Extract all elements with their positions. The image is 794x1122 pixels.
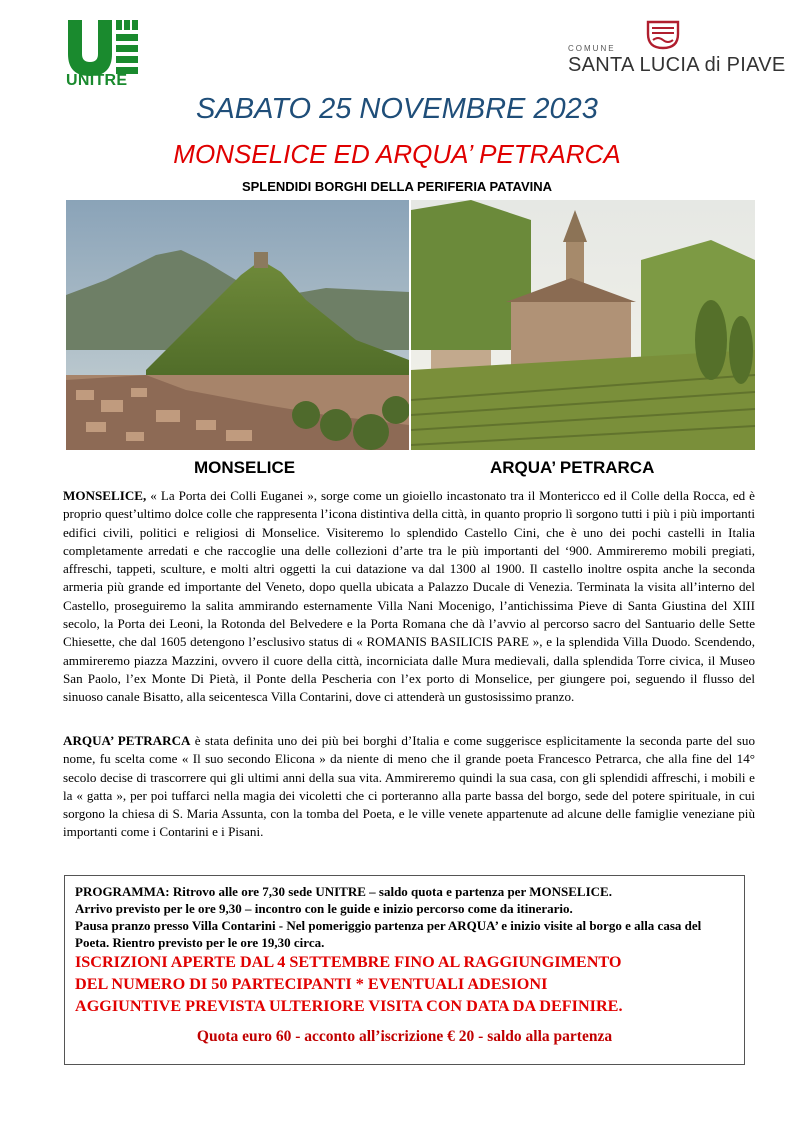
registration-line-1: ISCRIZIONI APERTE DAL 4 SETTEMBRE FINO AL RAGGIUNGIMENTO xyxy=(75,953,622,971)
price-line: Quota euro 60 - acconto all’iscrizione € 20 - saldo alla partenza xyxy=(196,1028,613,1045)
arqua-petrarca-photo xyxy=(411,200,755,450)
unitre-logo-text: UNITRE xyxy=(66,72,128,89)
event-subtitle: SPLENDIDI BORGHI DELLA PERIFERIA PATAVINA xyxy=(241,179,553,194)
event-main-title: MONSELICE ED ARQUA’ PETRARCA xyxy=(173,139,621,169)
paragraph-arqua xyxy=(63,732,755,842)
comune-label: COMUNE xyxy=(568,44,616,53)
monselice-photo xyxy=(66,200,409,450)
registration-line-2: DEL NUMERO DI 50 PARTECIPANTI * EVENTUALI ADESIONI xyxy=(75,975,548,993)
program-line-1: PROGRAMMA: Ritrovo alle ore 7,30 sede UNITRE – saldo quota e partenza per MONSELICE. xyxy=(75,884,612,899)
paragraph-arqua-lead: ARQUA’ PETRARCA xyxy=(63,733,191,748)
paragraph-arqua-text: è stata definita uno dei più bei borghi d’Italia e come suggerisce esplicitamente la seconda parte del suo nome, fu scelta come « Il suo secondo Elicona » da niente di meno che il grande poeta Francesco Petrarca, che alla fine del 14° secolo decise di trascorrere qui gli ultimi anni della sua vita. Ammireremo quindi la sua casa, con gli splendidi affreschi, i mobili e la « gatta », per poi tuffarci nella magia dei vicoletti che ci porteranno alla parte bassa del borgo, sede del potere spirituale, in cui sorgono la chiesa di S. Maria Assunta, con la tomba del Poeta, e le ville venete appartenute ad alcune delle famiglie veneziane più importanti come i Contarini e i Pisani. xyxy=(63,733,755,840)
caption-monselice: MONSELICE xyxy=(194,458,296,477)
program-box xyxy=(64,875,745,1065)
comune-emblem-icon xyxy=(646,20,680,50)
paragraph-monselice-lead: MONSELICE, xyxy=(63,488,147,503)
caption-arqua-petrarca: ARQUA’ PETRARCA xyxy=(490,458,655,477)
program-line-3: Pausa pranzo presso Villa Contarini - Nel pomeriggio partenza per ARQUA’ e inizio visite al borgo e alla casa del Poeta. Rientro previsto per le ore 19,30 circa. xyxy=(75,918,702,950)
program-line-2: Arrivo previsto per le ore 9,30 – incontro con le guide e inizio percorso come da itinerario. xyxy=(75,901,573,916)
paragraph-monselice-text: « La Porta dei Colli Euganei », sorge come un gioiello incastonato tra il Montericco ed il Colle della Rocca, ed è proprio quest’ultimo dolce colle che rappresenta l’icona distintiva della città, in quanto proprio lì sorgono tutti i più i più importanti edifici civili, politici e religiosi di Monselice. Visiteremo lo splendido Castello Cini, che è uno dei pochi castelli in Italia completamente arredati e che raccoglie una delle collezioni d’arte tra le più importanti del ‘900. Ammireremo mobili pregiati, affreschi, tappeti, sculture, e molti altri oggetti la cui datazione va dal 1300 al 1900. Il castello inoltre ospita anche la seconda armeria più grande ed importante del Veneto, dopo quella ubicata a Palazzo Ducale di Venezia. Terminata la visita all’interno del Castello, proseguiremo la salita ammirando esternamente Villa Nani Mocenigo, l’antichissima Pieve di Santa Giustina del XIII secolo, la Porta dei Leoni, la Rotonda del Belvedere e la Porta Romana che dà l’avvio al percorso sacro del Santuario delle Sette Chiesette, che dal 1605 detengono l’esclusivo status di « ROMANIS BASILICIS PARE », e la splendida Villa Duodo. Scendendo, ammireremo piazza Mazzini, ovvero il cuore della città, incorniciata dalle Mura medievali, dalla splendida Torre civica, il Museo San Paolo, l’ex Monte Di Pietà, il Ponte della Pescheria con l’ex porto di Monselice, per giungere poi, seguendo il flusso del sinuoso canale Bisatto, alla seicentesca Villa Contarini, dove ci attenderà un gustosissimo pranzo. xyxy=(63,488,755,705)
comune-name: SANTA LUCIA di PIAVE xyxy=(568,54,786,76)
registration-line-3: AGGIUNTIVE PREVISTA ULTERIORE VISITA CON DATA DA DEFINIRE. xyxy=(75,997,623,1015)
paragraph-monselice xyxy=(63,487,755,707)
event-date-title: SABATO 25 NOVEMBRE 2023 xyxy=(196,93,598,125)
